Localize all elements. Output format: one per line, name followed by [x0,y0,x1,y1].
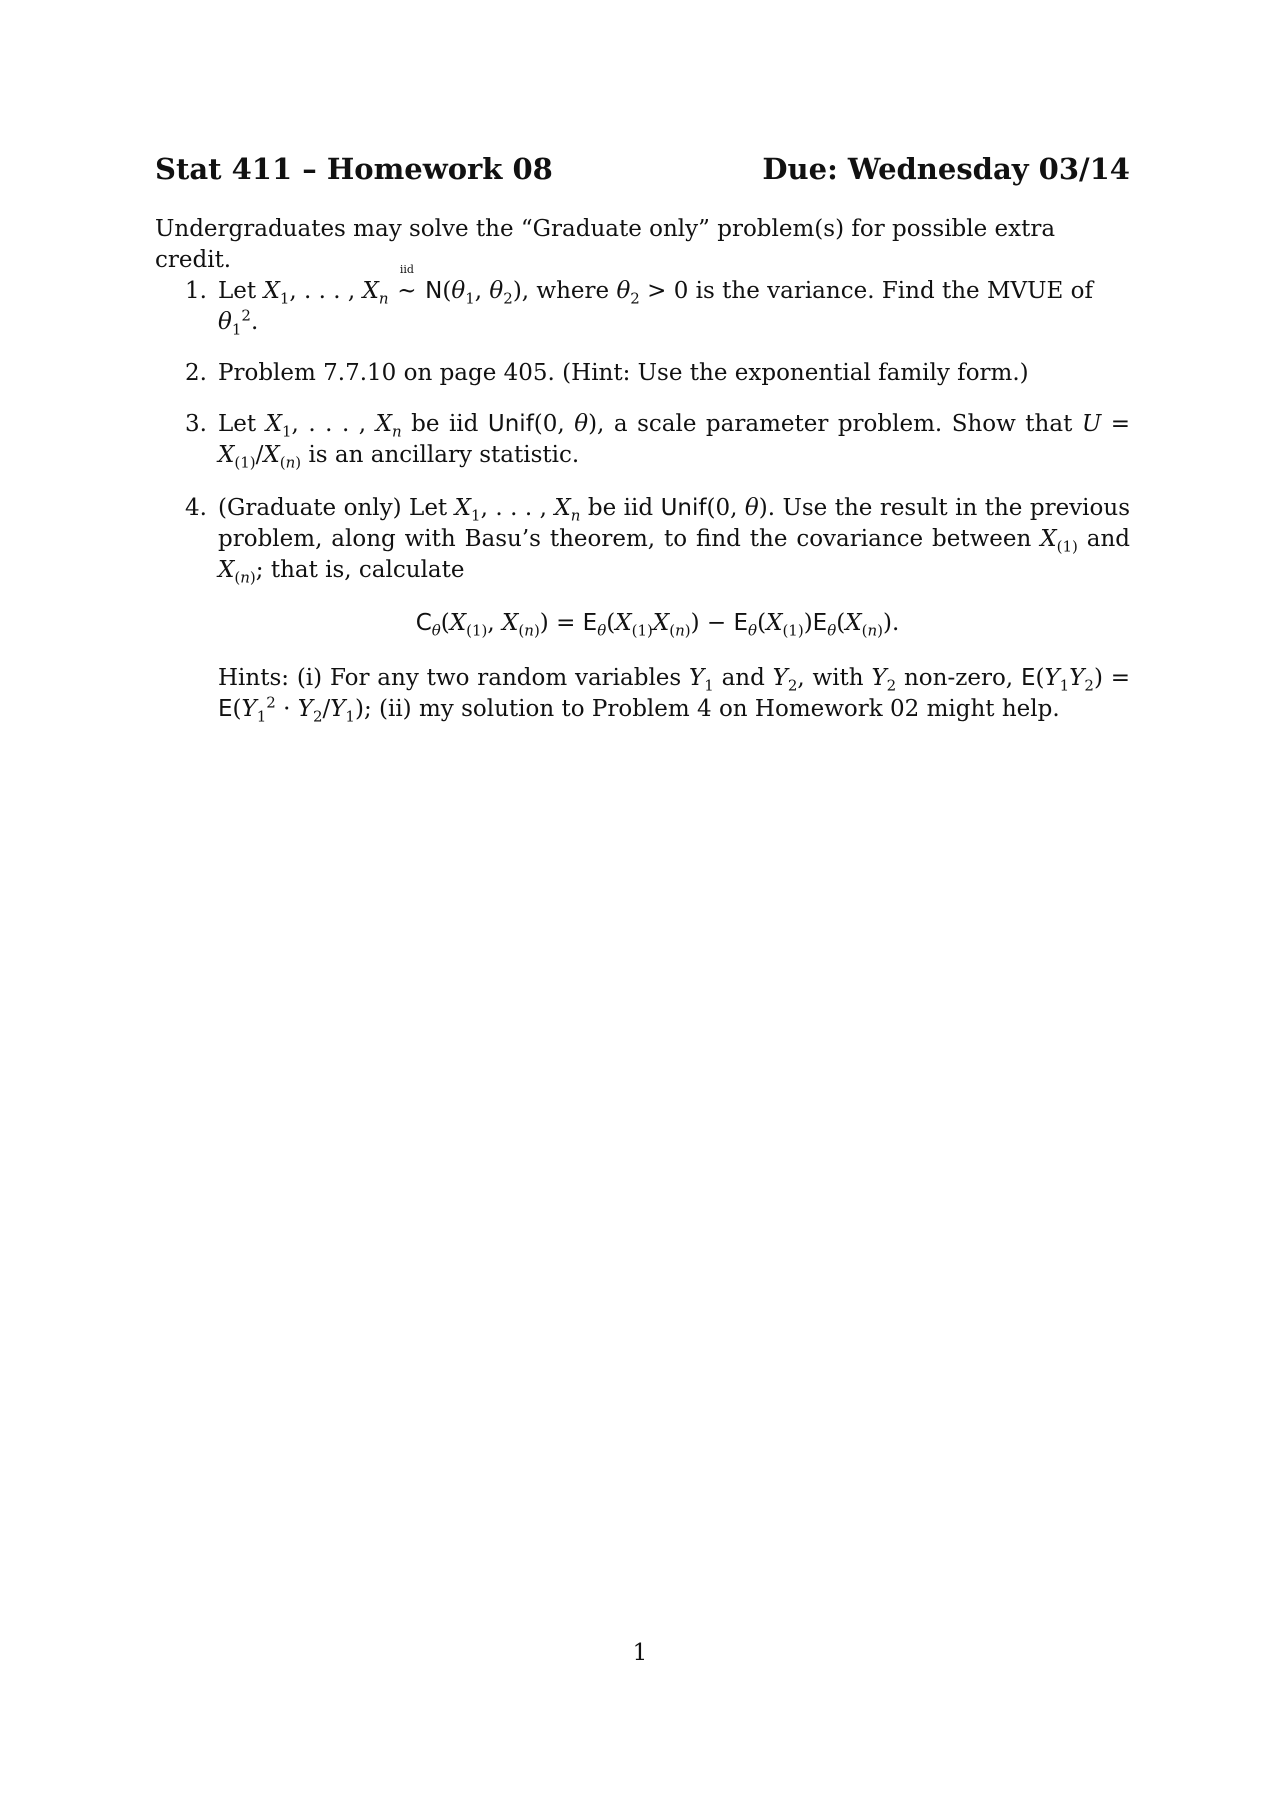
problem-text: Problem 7.7.10 on page 405. (Hint: Use the exponential family form.) [218,360,1029,386]
document-header [155,152,1130,194]
problem-1 [185,263,1130,339]
document-title: Stat 411 – Homework 08 [155,152,553,186]
problem-number: 4. [185,495,207,521]
covariance-equation: $C_\theta(X_{(1)}$, $X_{(n)}) = E_\theta(X_{(1)}X_{(n)}) - E_\theta(X_{(1)})E_\theta(X_{(n)})$. [415,610,900,640]
problem-text: Let $X_1$, . . . , $X_n$ iid ~ $N(\theta_1$, $\theta_2$), where $\theta_2 > 0$ is the variance. Find the MVUE of $\theta_1^2$. [218,263,1093,339]
due-date: Due: Wednesday 03/14 [762,152,1130,186]
problem-list [185,263,1131,745]
problem-number: 2. [185,360,207,386]
page-number: 1 [632,1640,648,1666]
hints-text: Hints: (i) For any two random variables $Y_1$ and $Y_2$, with $Y_2$ non-zero, $E(Y_1Y_2) = E(Y_1^2 \cdot Y_2/Y_1)$; (ii) my solution to Problem 4 on Homework 02 might help. [218,665,1130,726]
problem-4 [185,493,1130,725]
problem-2 [185,358,1130,389]
problem-text: Let $X_1$, . . . , $X_n$ be iid Unif(0, θ), a scale parameter problem. Show that $U = X_{(1)}/X_{(n)}$ is an ancillary statistic. [218,411,1130,472]
problem-3 [185,409,1130,471]
problem-text: (Graduate only) Let $X_1$, . . . , $X_n$ be iid Unif(0, θ). Use the result in the previous problem, along with Basu’s theorem, to find the covariance between $X_{(1)}$ and $X_{(n)}$; that is, calculate [218,495,1131,587]
intro-note: Undergraduates may solve the “Graduate only” problem(s) for possible extra credit. [155,216,1056,273]
problem-number: 1. [185,278,207,304]
problem-number: 3. [185,411,207,437]
